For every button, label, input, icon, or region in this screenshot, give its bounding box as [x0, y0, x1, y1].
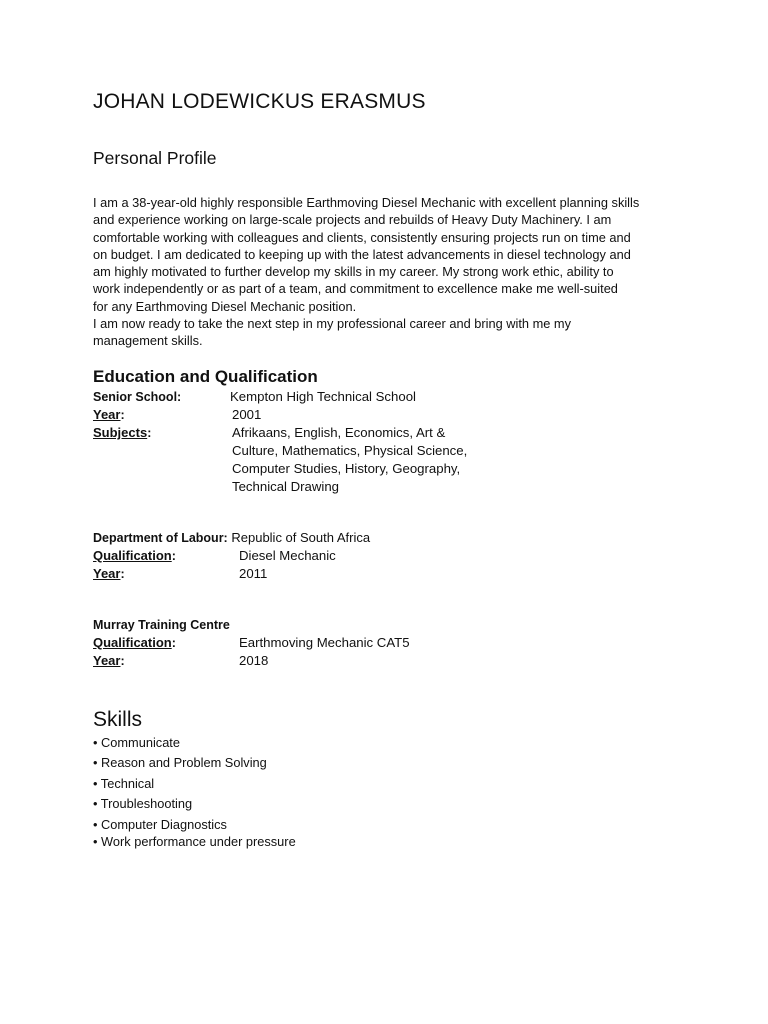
labour-label: Department of Labour: [93, 531, 228, 545]
senior-school-value: Kempton High Technical School [230, 389, 416, 404]
labour-qualification-colon: : [171, 549, 176, 563]
education-heading: Education and Qualification [93, 367, 318, 386]
personal-profile-heading: Personal Profile [93, 148, 217, 168]
profile-line: am highly motivated to further develop my skills in my career. My strong work ethic, ability to [93, 264, 614, 280]
school-year-colon: : [120, 408, 125, 422]
profile-line: I am a 38-year-old highly responsible Earthmoving Diesel Mechanic with excellent planning skills [93, 195, 640, 210]
murray-qualification-value: Earthmoving Mechanic CAT5 [239, 635, 410, 650]
personal-profile-text [93, 194, 679, 350]
senior-school-row [93, 388, 416, 406]
skill-item: • Communicate [93, 735, 180, 750]
profile-line: I am now ready to take the next step in my professional career and bring with me my [93, 316, 571, 332]
labour-qualification-label: Qualification [93, 548, 172, 563]
murray-year-label: Year [93, 653, 121, 668]
labour-year-colon: : [120, 567, 125, 581]
skill-item: • Computer Diagnostics [93, 817, 227, 832]
labour-row [93, 529, 370, 547]
subjects-colon: : [147, 426, 152, 440]
subjects-label: Subjects [93, 425, 148, 440]
skill-item: • Work performance under pressure [93, 834, 296, 849]
murray-year-value: 2018 [239, 653, 269, 668]
school-year-row [93, 406, 262, 424]
skill-item: • Technical [93, 776, 155, 791]
subjects-row [93, 424, 468, 496]
subjects-line: Computer Studies, History, Geography, [232, 461, 461, 476]
murray-year-colon: : [120, 654, 125, 668]
murray-year-row [93, 652, 269, 670]
labour-value: Republic of South Africa [231, 530, 371, 545]
senior-school-label: Senior School: [93, 390, 182, 404]
subjects-line: Afrikaans, English, Economics, Art & [232, 425, 446, 440]
murray-label: Murray Training Centre [93, 618, 230, 632]
labour-year-row [93, 565, 268, 583]
labour-year-label: Year [93, 566, 121, 581]
resume-page [93, 88, 683, 849]
profile-line: and experience working on large-scale projects and rebuilds of Heavy Duty Machinery. I am [93, 212, 612, 228]
school-year-value: 2001 [232, 407, 262, 422]
profile-line: for any Earthmoving Diesel Mechanic position. [93, 298, 357, 314]
murray-qualification-colon: : [171, 636, 176, 650]
labour-qualification-value: Diesel Mechanic [239, 548, 336, 563]
labour-year-value: 2011 [239, 566, 268, 581]
profile-line: management skills. [93, 333, 203, 349]
applicant-name: JOHAN LODEWICKUS ERASMUS [93, 90, 426, 113]
murray-row [93, 616, 230, 634]
subjects-value [232, 424, 467, 496]
labour-qualification-row [93, 547, 336, 565]
subjects-line: Technical Drawing [232, 479, 340, 494]
skill-item: • Troubleshooting [93, 796, 193, 811]
murray-qualification-label: Qualification [93, 635, 172, 650]
subjects-line: Culture, Mathematics, Physical Science, [232, 443, 468, 458]
profile-line: work independently or as part of a team, and commitment to excellence make me well-suited [93, 281, 618, 297]
profile-line: comfortable working with colleagues and clients, consistently ensuring projects run on time and [93, 229, 631, 245]
skill-item: • Reason and Problem Solving [93, 755, 267, 770]
profile-line: on budget. I am dedicated to keeping up with the latest advancements in diesel technology and [93, 246, 631, 262]
murray-qualification-row [93, 634, 410, 652]
skills-heading: Skills [93, 708, 143, 731]
school-year-label: Year [93, 407, 121, 422]
